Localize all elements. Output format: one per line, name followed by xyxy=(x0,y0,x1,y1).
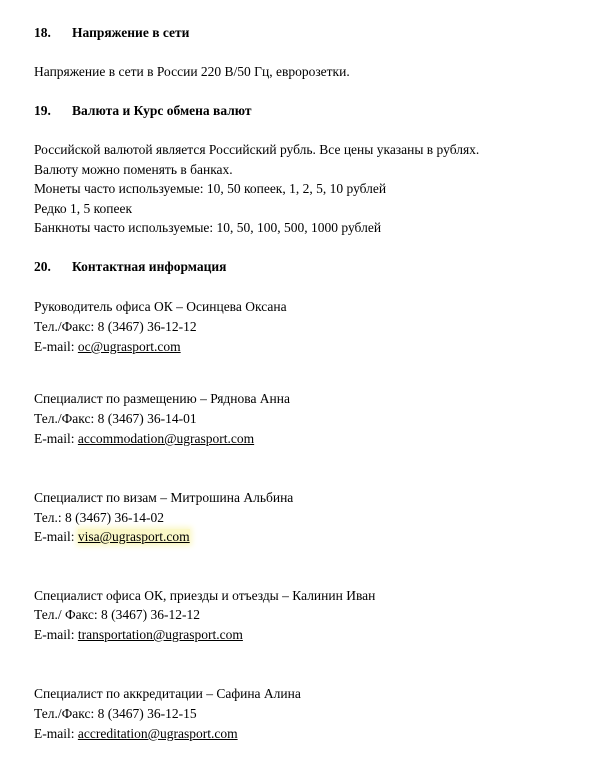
paragraph-line: Валюту можно поменять в банках. xyxy=(34,162,233,177)
email-label: E-mail: xyxy=(34,431,78,446)
section-number: 18. xyxy=(34,25,51,40)
contact-role: Специалист по аккредитации – Сафина Алина xyxy=(34,686,301,701)
contact-role: Специалист офиса ОК, приезды и отъезды – Калинин Иван xyxy=(34,588,376,603)
contact-email-line xyxy=(34,339,181,355)
paragraph-line: Российской валютой является Российский рубль. Все цены указаны в рублях. xyxy=(34,142,480,157)
contact-phone: Тел./Факс: 8 (3467) 36-12-15 xyxy=(34,706,197,721)
contact-email-line xyxy=(34,726,238,742)
paragraph-line: Банкноты часто используемые: 10, 50, 100, 500, 1000 рублей xyxy=(34,220,382,235)
contact-phone: Тел./ Факс: 8 (3467) 36-12-12 xyxy=(34,607,200,622)
email-link[interactable]: accreditation@ugrasport.com xyxy=(77,726,238,741)
email-link[interactable]: transportation@ugrasport.com xyxy=(77,627,243,642)
contact-email-line xyxy=(34,529,190,545)
contact-phone: Тел./Факс: 8 (3467) 36-12-12 xyxy=(34,319,197,334)
paragraph-line: Монеты часто используемые: 10, 50 копеек, 1, 2, 5, 10 рублей xyxy=(34,181,387,196)
section-heading-19 xyxy=(34,103,252,119)
section-title: Контактная информация xyxy=(72,259,227,274)
email-label: E-mail: xyxy=(34,627,78,642)
section-number: 19. xyxy=(34,103,51,118)
contact-role: Специалист по визам – Митрошина Альбина xyxy=(34,490,294,505)
email-link[interactable]: oc@ugrasport.com xyxy=(77,339,181,354)
email-label: E-mail: xyxy=(34,339,78,354)
email-label: E-mail: xyxy=(34,529,78,544)
paragraph-line: Напряжение в сети в России 220 В/50 Гц, евророзетки. xyxy=(34,64,350,79)
contact-phone: Тел.: 8 (3467) 36-14-02 xyxy=(34,510,164,525)
contact-role: Руководитель офиса ОК – Осинцева Оксана xyxy=(34,299,287,314)
section-number: 20. xyxy=(34,259,51,274)
email-link-highlighted[interactable]: visa@ugrasport.com xyxy=(77,529,190,544)
contact-email-line xyxy=(34,431,254,447)
paragraph-line: Редко 1, 5 копеек xyxy=(34,201,133,216)
email-link[interactable]: accommodation@ugrasport.com xyxy=(77,431,255,446)
section-title: Напряжение в сети xyxy=(72,25,190,40)
section-heading-18 xyxy=(34,25,189,41)
contact-email-line xyxy=(34,627,243,643)
section-title: Валюта и Курс обмена валют xyxy=(72,103,252,118)
email-label: E-mail: xyxy=(34,726,78,741)
contact-phone: Тел./Факс: 8 (3467) 36-14-01 xyxy=(34,411,197,426)
section-heading-20 xyxy=(34,259,226,275)
contact-role: Специалист по размещению – Ряднова Анна xyxy=(34,391,290,406)
